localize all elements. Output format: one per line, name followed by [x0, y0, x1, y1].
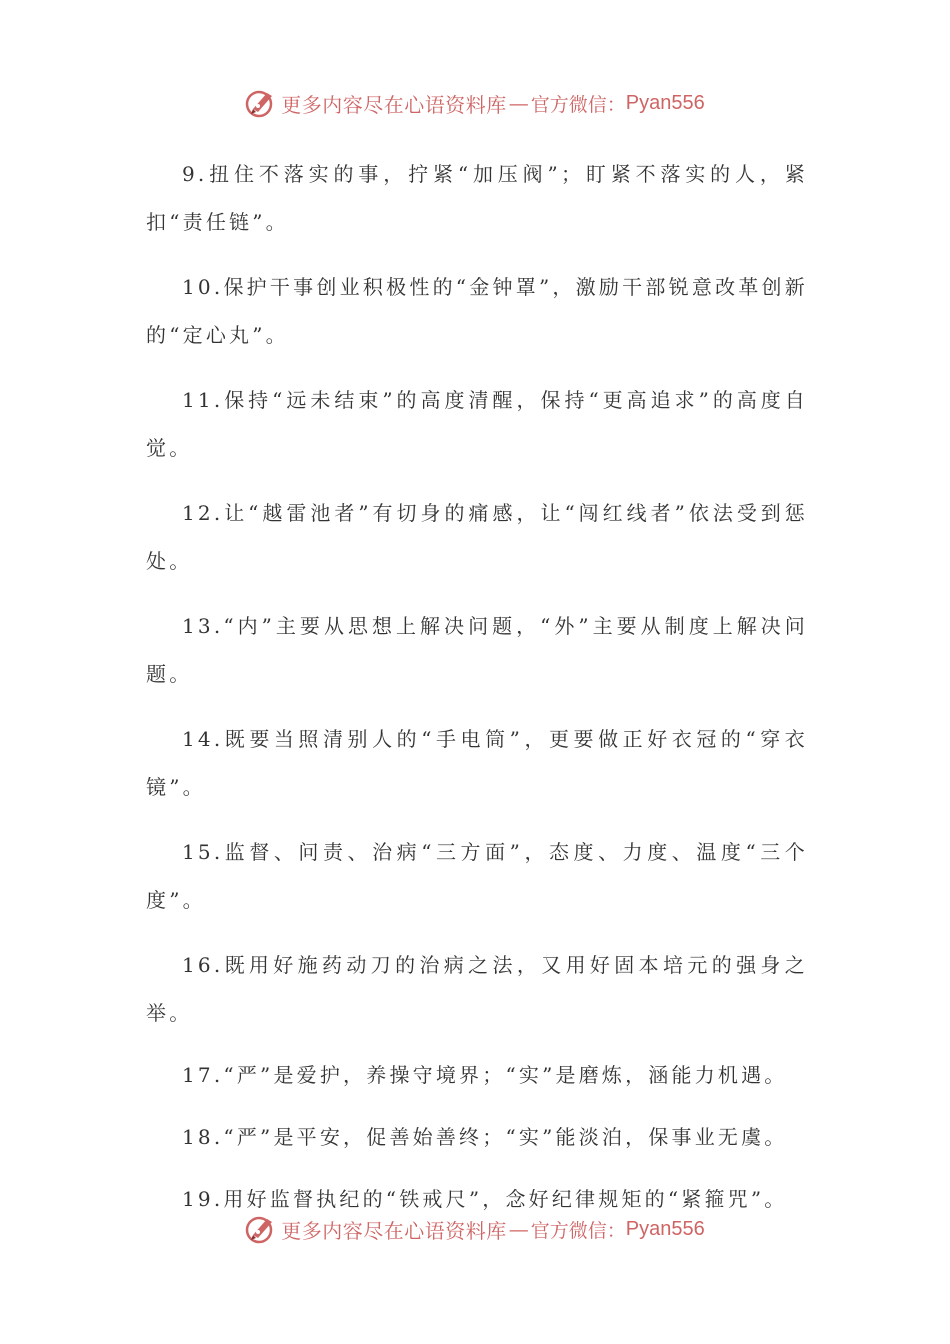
- header-site-text: 更多内容尽在心语资料库: [281, 92, 507, 117]
- footer-site-text: 更多内容尽在心语资料库: [281, 1218, 507, 1243]
- list-item: 10.保护干事创业积极性的“金钟罩”，激励干部锐意改革创新的“定心丸”。: [146, 275, 808, 347]
- list-item: 11.保持“远未结束”的高度清醒，保持“更高追求”的高度自觉。: [146, 388, 808, 460]
- header-wechat-id: Pyan556: [625, 91, 705, 114]
- footer-wechat-id: Pyan556: [625, 1217, 705, 1240]
- pen-logo-icon: [245, 87, 277, 119]
- list-item: 16.既用好施药动刀的治病之法，又用好固本培元的强身之举。: [146, 953, 808, 1025]
- header-dash: —: [508, 91, 529, 115]
- header-watermark: [0, 83, 950, 123]
- list-item: 19.用好监督执纪的“铁戒尺”，念好纪律规矩的“紧箍咒”。: [182, 1187, 788, 1211]
- list-item: 13.“内”主要从思想上解决问题，“外”主要从制度上解决问题。: [146, 614, 808, 686]
- footer-watermark: [0, 1209, 950, 1249]
- footer-dash: —: [508, 1217, 529, 1241]
- list-item: 12.让“越雷池者”有切身的痛感，让“闯红线者”依法受到惩处。: [146, 501, 808, 573]
- document-body: [146, 150, 808, 1237]
- list-item: 14.既要当照清别人的“手电筒”，更要做正好衣冠的“穿衣镜”。: [146, 727, 808, 799]
- list-item: 15.监督、问责、治病“三方面”，态度、力度、温度“三个度”。: [146, 840, 808, 912]
- footer-wechat-label: 官方微信：: [530, 1219, 626, 1242]
- header-wechat-label: 官方微信：: [530, 93, 626, 116]
- list-item: 9.扭住不落实的事，拧紧“加压阀”；盯紧不落实的人，紧扣“责任链”。: [146, 162, 808, 234]
- list-item: 18.“严”是平安，促善始善终；“实”能淡泊，保事业无虞。: [182, 1125, 788, 1149]
- pen-logo-icon: [245, 1213, 277, 1245]
- list-item: 17.“严”是爱护，养操守境界；“实”是磨炼，涵能力机遇。: [182, 1063, 788, 1087]
